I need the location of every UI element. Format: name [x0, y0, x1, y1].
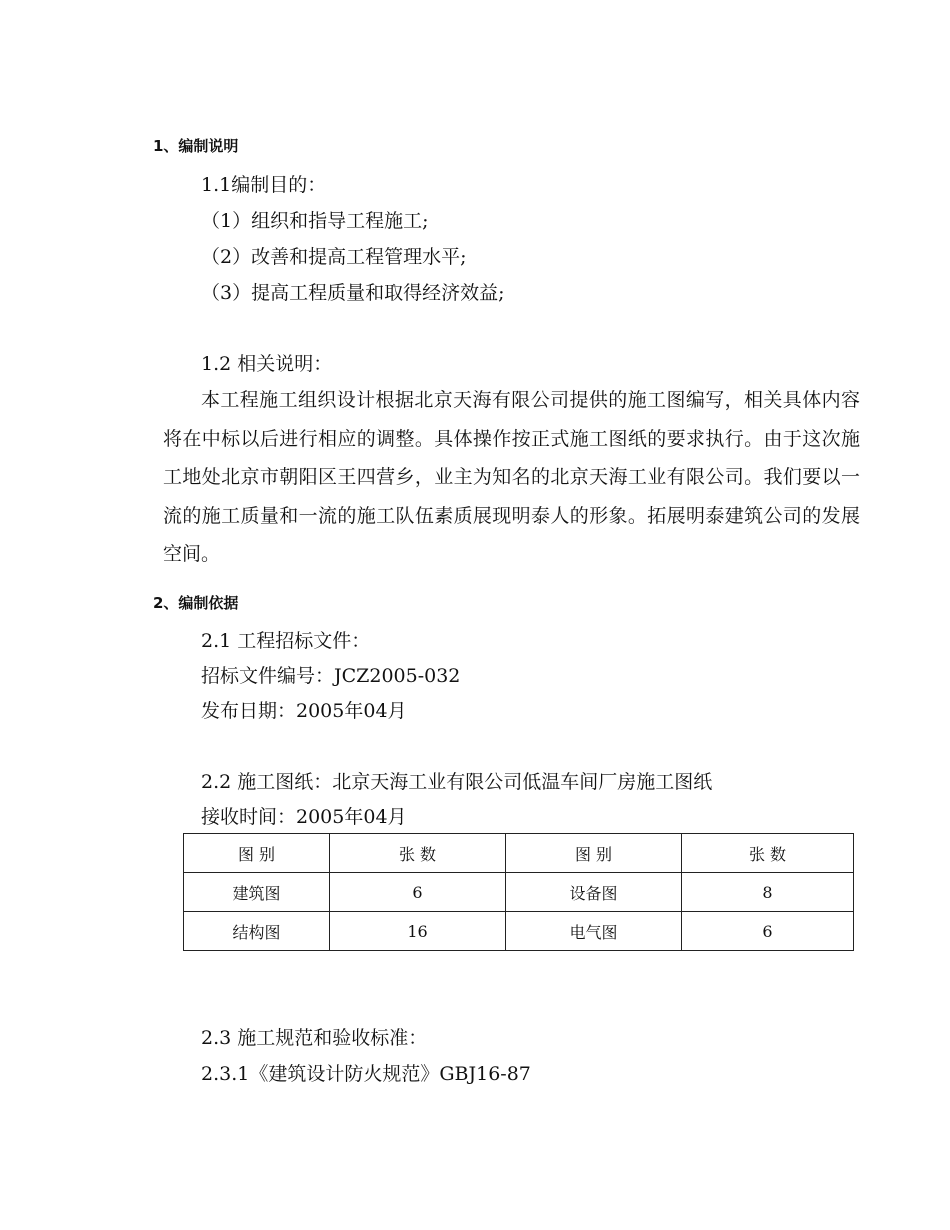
section-2-3-1-item: 2.3.1《建筑设计防火规范》GBJ16-87: [201, 1063, 531, 1085]
table-row: [184, 912, 854, 951]
table-cell: 建筑图: [184, 873, 330, 912]
drawings-table: [183, 833, 854, 951]
table-cell: 结构图: [184, 912, 330, 951]
received-date: 接收时间：2005年04月: [201, 806, 407, 828]
section-2-2-title: 2.2 施工图纸：北京天海工业有限公司低温车间厂房施工图纸: [201, 771, 713, 793]
purpose-item-2: （2）改善和提高工程管理水平;: [201, 246, 467, 268]
table-cell: 设备图: [506, 873, 682, 912]
table-header-row: [184, 834, 854, 873]
section-2-heading: 2、编制依据: [153, 594, 239, 612]
table-row: [184, 873, 854, 912]
tender-number: 招标文件编号：JCZ2005-032: [201, 665, 461, 687]
table-header-cell: 张 数: [330, 834, 506, 873]
purpose-item-3: （3）提高工程质量和取得经济效益;: [201, 282, 505, 304]
table-cell: 6: [330, 873, 506, 912]
section-2-3-title: 2.3 施工规范和验收标准：: [201, 1027, 428, 1049]
section-2-1-title: 2.1 工程招标文件：: [201, 630, 371, 652]
purpose-item-1: （1）组织和指导工程施工;: [201, 210, 429, 232]
section-1-2-paragraph: 本工程施工组织设计根据北京天海有限公司提供的施工图编写，相关具体内容将在中标以后进行相应的调整。具体操作按正式施工图纸的要求执行。由于这次施工地处北京市朝阳区王四营乡，业主为知名的北京天海工业有限公司。我们要以一流的施工质量和一流的施工队伍素质展现明泰人的形象。拓展明泰建筑公司的发展空间。: [163, 389, 860, 565]
section-1-2-title: 1.2 相关说明：: [201, 353, 333, 375]
table-header-cell: 图 别: [184, 834, 330, 873]
section-1-1-title: 1.1编制目的：: [201, 174, 327, 196]
table-cell: 8: [682, 873, 854, 912]
table-header-cell: 张 数: [682, 834, 854, 873]
release-date: 发布日期：2005年04月: [201, 700, 407, 722]
table-cell: 6: [682, 912, 854, 951]
table-header-cell: 图 别: [506, 834, 682, 873]
section-1-heading: 1、编制说明: [153, 137, 239, 155]
table-cell: 16: [330, 912, 506, 951]
table-cell: 电气图: [506, 912, 682, 951]
